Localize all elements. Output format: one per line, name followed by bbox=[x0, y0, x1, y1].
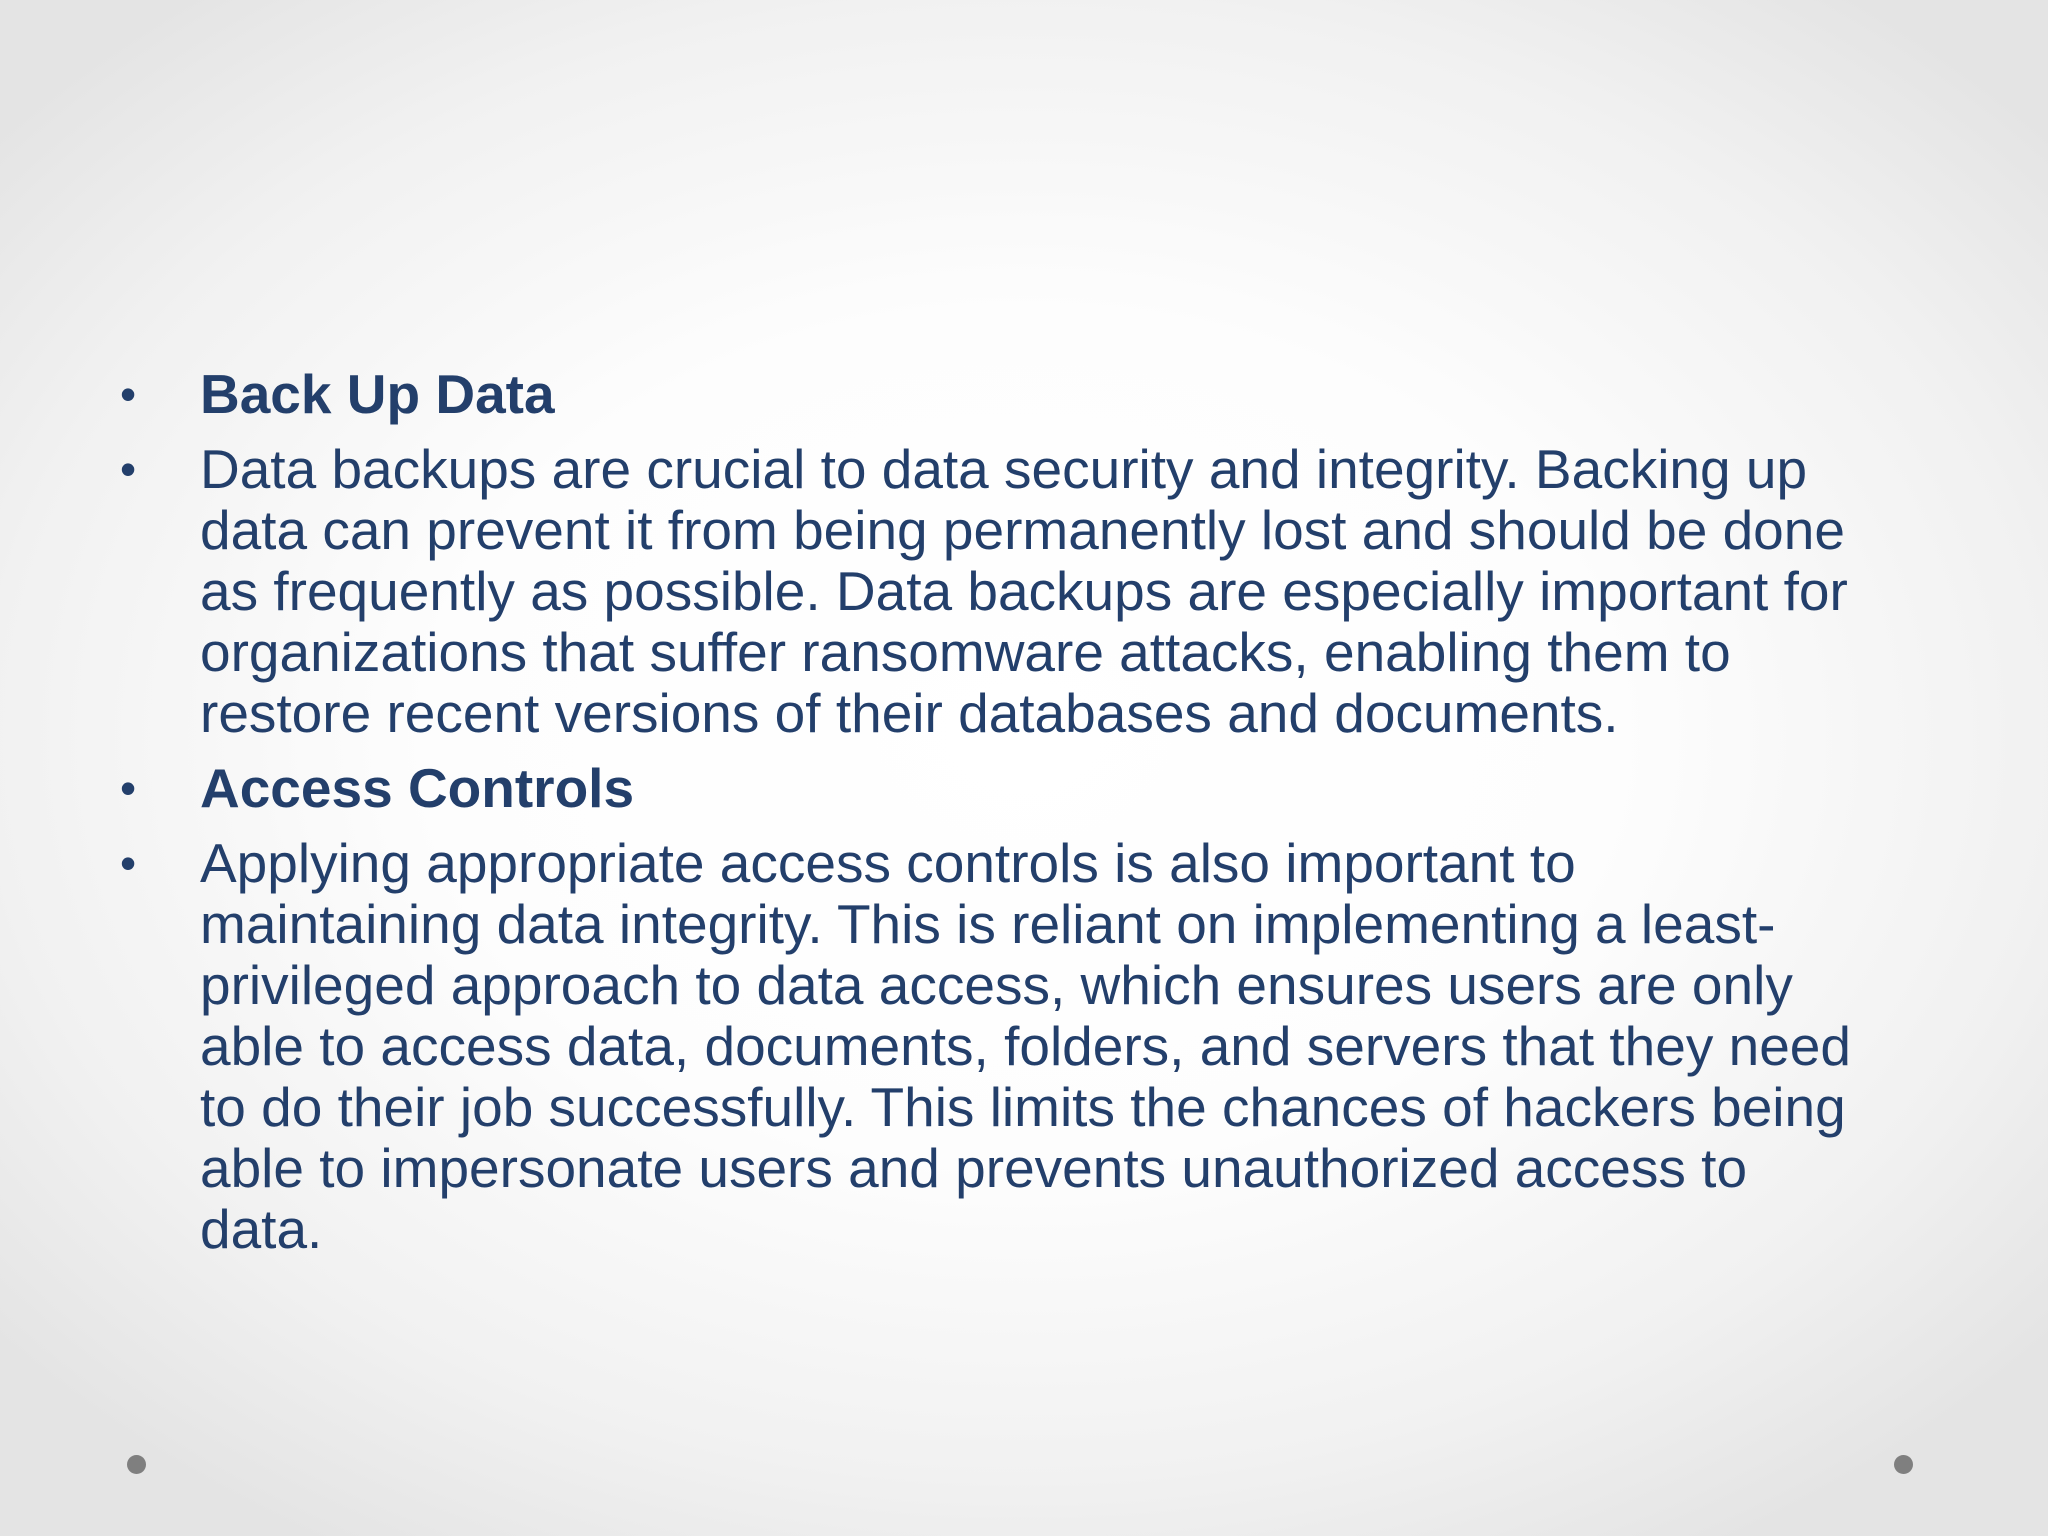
paragraph-line: maintaining data integrity. This is reliant on implementing a least- bbox=[200, 893, 1776, 955]
corner-dot-icon-left bbox=[127, 1455, 146, 1474]
bullet-heading-back-up-data bbox=[120, 364, 1920, 425]
corner-dot-icon-right bbox=[1894, 1455, 1913, 1474]
bullet-paragraph-backups bbox=[120, 439, 1920, 744]
paragraph-text bbox=[200, 439, 1920, 744]
heading-text: Back Up Data bbox=[200, 363, 555, 425]
paragraph-line: privileged approach to data access, which ensures users are only bbox=[200, 954, 1793, 1016]
bullet-heading-access-controls bbox=[120, 758, 1920, 819]
paragraph-line: data. bbox=[200, 1198, 323, 1260]
paragraph-line: Applying appropriate access controls is also important to bbox=[200, 832, 1576, 894]
paragraph-line: as frequently as possible. Data backups are especially important for bbox=[200, 560, 1848, 622]
bullet-icon: • bbox=[120, 443, 137, 495]
bullet-paragraph-access bbox=[120, 833, 1920, 1260]
paragraph-line: data can prevent it from being permanently lost and should be done bbox=[200, 499, 1845, 561]
paragraph-text bbox=[200, 833, 1920, 1260]
paragraph-line: able to access data, documents, folders, and servers that they need bbox=[200, 1015, 1851, 1077]
paragraph-line: organizations that suffer ransomware attacks, enabling them to bbox=[200, 621, 1731, 683]
paragraph-line: restore recent versions of their databases and documents. bbox=[200, 682, 1619, 744]
bullet-icon: • bbox=[120, 368, 137, 420]
bullet-icon: • bbox=[120, 762, 137, 814]
bullet-icon: • bbox=[120, 837, 137, 889]
paragraph-line: able to impersonate users and prevents unauthorized access to bbox=[200, 1137, 1748, 1199]
heading-text: Access Controls bbox=[200, 757, 635, 819]
paragraph-line: to do their job successfully. This limits the chances of hackers being bbox=[200, 1076, 1846, 1138]
paragraph-line: Data backups are crucial to data security and integrity. Backing up bbox=[200, 438, 1808, 500]
bullet-list bbox=[120, 364, 1920, 1274]
